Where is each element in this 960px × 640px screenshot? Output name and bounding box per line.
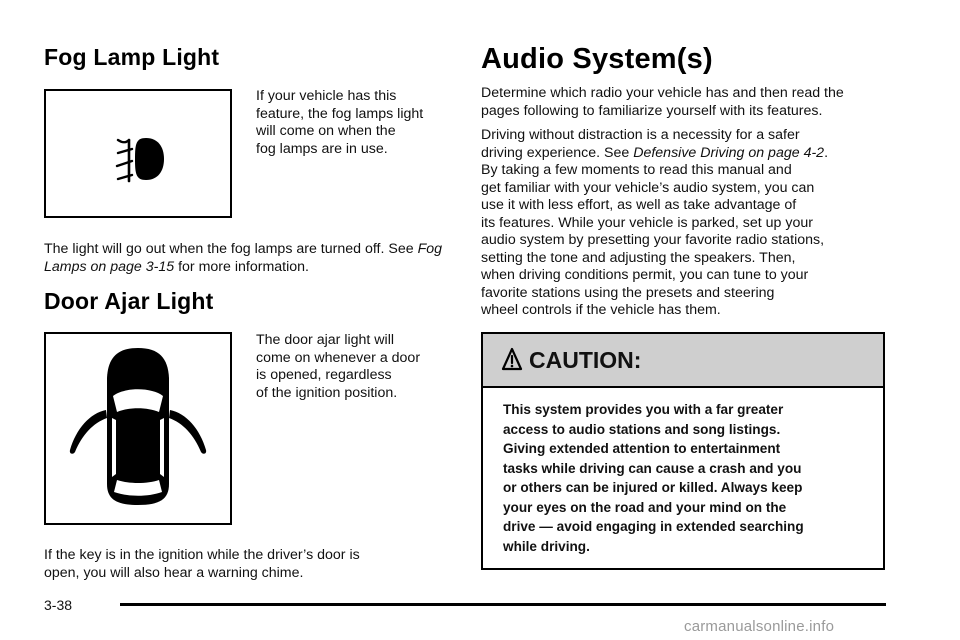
text-line: or others can be injured or killed. Always keep [503, 480, 803, 495]
text-line: use it with less effort, as well as take advantage of [481, 197, 797, 213]
door-ajar-car-icon [46, 334, 230, 523]
audio-body [481, 127, 891, 320]
text-run: driving experience. See [481, 144, 634, 161]
text-line: audio system by presetting your favorite radio stations, [481, 232, 825, 248]
text-run: . [824, 144, 829, 161]
caution-box [481, 332, 885, 570]
text-line: when driving conditions permit, you can tune to your [481, 267, 809, 283]
text-run: The light will go out when the fog lamps are turned off. See [44, 241, 418, 257]
cross-reference-link[interactable]: Fog Lamps on page 3-15 [44, 241, 443, 275]
text-line: favorite stations using the presets and steering [481, 284, 775, 301]
caution-title: CAUTION: [529, 346, 642, 373]
audio-system-title: Audio System(s) [481, 43, 713, 75]
text-line: will come on when the [256, 123, 396, 139]
text-line: Driving without distraction is a necessity for a safer [481, 127, 800, 143]
fog-lamp-body [44, 241, 456, 276]
fog-lamp-icon [46, 91, 230, 216]
caution-symbol-icon [501, 347, 523, 373]
fog-lamp-side-text [256, 88, 456, 158]
text-line: its features. While your vehicle is parked, set up your [481, 214, 813, 231]
text-line: fog lamps are in use. [256, 140, 388, 157]
text-run: for more information. [174, 258, 309, 275]
text-line: pages following to familiarize yourself with its features. [481, 102, 823, 119]
text-line: If the key is in the ignition while the driver’s door is [44, 547, 360, 563]
door-ajar-side-text [256, 332, 456, 402]
site-watermark: carmanualsonline.info [684, 618, 835, 635]
text-line: open, you will also hear a warning chime. [44, 564, 304, 581]
caution-text [483, 388, 883, 556]
text-line: of the ignition position. [256, 384, 398, 401]
audio-intro [481, 85, 891, 120]
text-line: your eyes on the road and your mind on the [503, 499, 787, 515]
text-line: By taking a few moments to read this manual and [481, 162, 792, 178]
door-ajar-icon-box [44, 332, 232, 525]
fog-lamp-icon-box [44, 89, 232, 218]
door-ajar-title: Door Ajar Light [44, 288, 214, 314]
text-line: setting the tone and adjusting the speakers. Then, [481, 249, 796, 266]
door-ajar-body [44, 547, 456, 582]
text-line: Giving extended attention to entertainment [503, 441, 781, 456]
text-line [481, 145, 891, 163]
text-line: come on whenever a door [256, 349, 421, 366]
footer-rule [120, 603, 886, 606]
text-line: tasks while driving can cause a crash and you [503, 460, 802, 476]
page-number: 3-38 [44, 597, 73, 613]
text-line: get familiar with your vehicle’s audio system, you can [481, 179, 815, 196]
text-line: drive — avoid engaging in extended searching [503, 519, 804, 534]
text-line: The door ajar light will [256, 332, 394, 348]
paragraph [44, 241, 456, 276]
text-line: If your vehicle has this [256, 88, 397, 104]
text-line: is opened, regardless [256, 367, 392, 383]
caution-header [483, 334, 883, 388]
cross-reference-link[interactable]: Defensive Driving on page 4-2 [633, 144, 825, 161]
fog-lamp-title: Fog Lamp Light [44, 44, 220, 70]
text-line: while driving. [503, 538, 590, 554]
text-line: Determine which radio your vehicle has and then read the [481, 85, 844, 101]
text-line: wheel controls if the vehicle has them. [481, 302, 721, 318]
text-line: feature, the fog lamps light [256, 105, 424, 122]
text-line: This system provides you with a far greater [503, 402, 784, 417]
text-line: access to audio stations and song listings. [503, 421, 781, 437]
